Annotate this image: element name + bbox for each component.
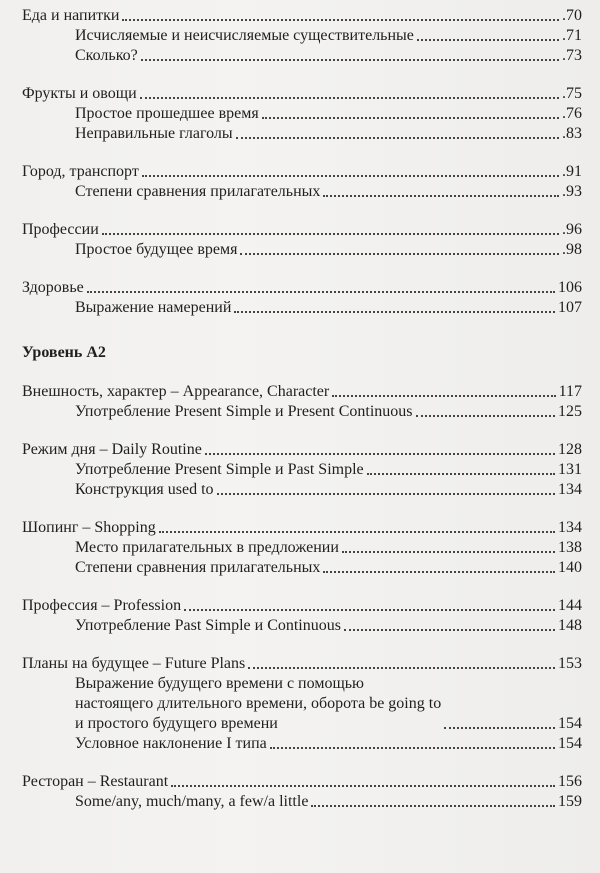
entry-title: Конструкция used to — [75, 481, 214, 498]
toc-entry-main[interactable] — [22, 220, 582, 240]
dot-leader — [323, 195, 559, 197]
dot-leader — [171, 785, 555, 787]
toc-entry-sub[interactable] — [22, 460, 582, 480]
dot-leader — [102, 233, 559, 235]
toc-entry-sub[interactable] — [22, 538, 582, 558]
dot-leader — [236, 137, 559, 139]
dot-leader — [417, 39, 559, 41]
page-number: 107 — [558, 299, 582, 316]
dot-leader — [311, 805, 555, 807]
toc-entry-sub[interactable] — [22, 480, 582, 500]
toc-entry-sub[interactable] — [22, 298, 582, 318]
entry-title: Употребление Past Simple и Continuous — [75, 617, 341, 634]
toc-group — [22, 772, 582, 812]
page-number: 144 — [558, 597, 582, 614]
dot-leader — [142, 175, 559, 177]
dot-leader — [344, 629, 555, 631]
page-number: .91 — [562, 163, 582, 180]
toc-entry-sub[interactable] — [22, 792, 582, 812]
page-number: 154 — [558, 735, 582, 752]
entry-title: Профессии — [22, 221, 99, 238]
toc-entry-sub[interactable] — [22, 240, 582, 260]
entry-title: Режим дня – Daily Routine — [22, 441, 202, 458]
page-number: .83 — [562, 125, 582, 142]
page-number: 153 — [558, 655, 582, 672]
entry-title: Ресторан – Restaurant — [22, 773, 169, 790]
page-number: .76 — [562, 105, 582, 122]
entry-title: Выражение намерений — [75, 299, 232, 316]
entry-title: Исчисляемые и неисчисляемые существительные — [75, 27, 414, 44]
dot-leader — [416, 415, 555, 417]
toc-entry-main[interactable] — [22, 382, 582, 402]
page-number: .73 — [562, 47, 582, 64]
toc-entry-sub[interactable] — [22, 616, 582, 636]
toc-entry-main[interactable] — [22, 440, 582, 460]
dot-leader — [270, 747, 555, 749]
dot-leader — [217, 493, 555, 495]
dot-leader — [140, 97, 559, 99]
toc-group — [22, 654, 582, 754]
page-number: .93 — [562, 183, 582, 200]
dot-leader — [122, 19, 559, 21]
toc-group — [22, 382, 582, 422]
entry-title: Неправильные глаголы — [75, 125, 233, 142]
entry-title: Some/any, much/many, a few/a little — [75, 793, 309, 810]
toc-entry-sub[interactable] — [22, 402, 582, 422]
page-number: .96 — [562, 221, 582, 238]
dot-leader — [141, 59, 559, 61]
entry-title: Фрукты и овощи — [22, 85, 137, 102]
toc-entry-sub[interactable] — [22, 734, 582, 754]
dot-leader — [248, 667, 555, 669]
entry-title: Город, транспорт — [22, 163, 139, 180]
dot-leader — [323, 571, 555, 573]
entry-title: Шопинг – Shopping — [22, 519, 156, 536]
entry-title: Место прилагательных в предложении — [75, 539, 339, 556]
entry-title: Простое будущее время — [75, 241, 238, 258]
toc-entry-sub-multiline[interactable] — [22, 674, 582, 734]
entry-title: Употребление Present Simple и Present Continuous — [75, 403, 413, 420]
dot-leader — [87, 291, 555, 293]
toc-entry-main[interactable] — [22, 162, 582, 182]
dot-leader — [159, 531, 555, 533]
entry-title: Условное наклонение I типа — [75, 735, 267, 752]
dot-leader — [367, 473, 555, 475]
page-number: 148 — [558, 617, 582, 634]
page-number: .70 — [562, 7, 582, 24]
dot-leader — [262, 117, 559, 119]
entry-title: Еда и напитки — [22, 7, 120, 24]
page-number: 156 — [558, 773, 582, 790]
page-number: .71 — [562, 27, 582, 44]
entry-title-line: и простого будущего времени — [75, 715, 278, 732]
toc-group — [22, 84, 582, 144]
toc-entry-main[interactable] — [22, 84, 582, 104]
page-number: 140 — [558, 559, 582, 576]
toc-entry-main[interactable] — [22, 278, 582, 298]
dot-leader — [332, 395, 555, 397]
page-number: 134 — [558, 481, 582, 498]
page-number: 138 — [558, 539, 582, 556]
toc-entry-main[interactable] — [22, 518, 582, 538]
dot-leader — [444, 727, 555, 729]
toc-entry-main[interactable] — [22, 654, 582, 674]
toc-entry-sub[interactable] — [22, 26, 582, 46]
toc-group — [22, 278, 582, 318]
page-number: 159 — [558, 793, 582, 810]
entry-title — [22, 674, 441, 734]
page-number: 125 — [558, 403, 582, 420]
toc-entry-sub[interactable] — [22, 124, 582, 144]
dot-leader — [184, 609, 555, 611]
level-heading: Уровень А2 — [22, 344, 106, 361]
toc-entry-main[interactable] — [22, 772, 582, 792]
entry-title: Степени сравнения прилагательных — [75, 183, 321, 200]
entry-title: Здоровье — [22, 279, 84, 296]
page-number: .98 — [562, 241, 582, 258]
entry-title-line: настоящего длительного времени, оборота be going to — [75, 695, 442, 712]
entry-title: Употребление Present Simple и Past Simple — [75, 461, 364, 478]
toc-entry-sub[interactable] — [22, 558, 582, 578]
page-number: 134 — [558, 519, 582, 536]
page-number: 106 — [558, 279, 582, 296]
toc-group — [22, 220, 582, 260]
entry-title: Планы на будущее – Future Plans — [22, 655, 246, 672]
toc-entry-sub[interactable] — [22, 46, 582, 66]
page-number: 154 — [558, 715, 582, 732]
toc-group — [22, 6, 582, 66]
toc-entry-sub[interactable] — [22, 182, 582, 202]
toc-group — [22, 596, 582, 636]
toc-group — [22, 162, 582, 202]
page-number: 128 — [558, 441, 582, 458]
toc-group — [22, 518, 582, 578]
toc-entry-main[interactable] — [22, 6, 582, 26]
entry-title: Простое прошедшее время — [75, 105, 259, 122]
page-number: .75 — [562, 85, 582, 102]
page-number: 131 — [558, 461, 582, 478]
dot-leader — [240, 253, 559, 255]
entry-title-line: Выражение будущего времени с помощью — [75, 675, 365, 692]
dot-leader — [234, 311, 555, 313]
entry-title: Степени сравнения прилагательных — [75, 559, 321, 576]
entry-title: Внешность, характер – Appearance, Character — [22, 383, 330, 400]
page-number: 117 — [558, 383, 582, 400]
toc-entry-sub[interactable] — [22, 104, 582, 124]
dot-leader — [205, 453, 555, 455]
entry-title: Профессия – Profession — [22, 597, 182, 614]
table-of-contents — [22, 0, 582, 830]
entry-title: Сколько? — [75, 47, 138, 64]
toc-entry-main[interactable] — [22, 596, 582, 616]
toc-group — [22, 440, 582, 500]
dot-leader — [342, 551, 555, 553]
